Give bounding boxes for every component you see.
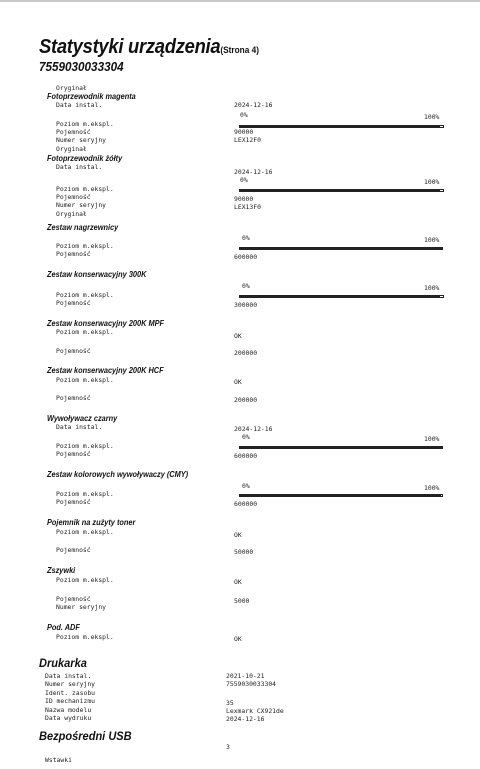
serial-label: Numer seryjny bbox=[56, 136, 107, 144]
level-bar bbox=[239, 494, 443, 497]
level-100-label: 100% bbox=[424, 484, 440, 492]
level-label: Poziom m.ekspl. bbox=[56, 528, 114, 536]
capacity-value: 600000 bbox=[234, 500, 258, 508]
printer-row-value: 35 bbox=[226, 699, 234, 707]
section-title-adf: Pod. ADF bbox=[47, 623, 80, 632]
capacity-value: 90000 bbox=[234, 195, 254, 203]
level-100-label: 100% bbox=[424, 284, 440, 292]
level-bar bbox=[239, 247, 443, 250]
capacity-value: 200000 bbox=[234, 396, 258, 404]
capacity-value: 300000 bbox=[234, 301, 258, 309]
level-100-label: 100% bbox=[424, 113, 440, 121]
level-value: OK bbox=[234, 378, 242, 386]
capacity-label: Pojemność bbox=[56, 498, 91, 506]
level-100-label: 100% bbox=[424, 435, 440, 443]
original-label: Oryginał bbox=[56, 145, 87, 153]
section-title-maint200mpf: Zestaw konserwacyjny 200K MPF bbox=[47, 319, 164, 328]
level-bar bbox=[239, 125, 444, 128]
install-date-value: 2024-12-16 bbox=[234, 101, 273, 109]
level-label: Poziom m.ekspl. bbox=[56, 185, 114, 193]
section-title-color-developer: Zestaw kolorowych wywoływaczy (CMY) bbox=[47, 470, 189, 479]
install-date-label: Data instal. bbox=[56, 163, 103, 171]
level-bar-end bbox=[439, 189, 444, 192]
level-0-label: 0% bbox=[242, 282, 250, 290]
capacity-label: Pojemność bbox=[56, 595, 91, 603]
printer-row-value: 7559030033304 bbox=[226, 680, 277, 688]
capacity-label: Pojemność bbox=[56, 299, 91, 307]
level-label: Poziom m.ekspl. bbox=[56, 242, 114, 250]
level-bar-end bbox=[439, 295, 444, 298]
section-title-magenta: Fotoprzewodnik magenta bbox=[47, 92, 136, 101]
capacity-value: 90000 bbox=[234, 128, 254, 136]
level-label: Poziom m.ekspl. bbox=[56, 490, 114, 498]
capacity-value: 600000 bbox=[234, 452, 258, 460]
level-0-label: 0% bbox=[242, 482, 250, 490]
printer-row-label: Ident. zasobu bbox=[45, 689, 96, 697]
install-date-label: Data instal. bbox=[56, 101, 103, 109]
level-100-label: 100% bbox=[424, 178, 440, 186]
capacity-label: Pojemność bbox=[56, 546, 91, 554]
level-label: Poziom m.ekspl. bbox=[56, 291, 114, 299]
original-label: Oryginał bbox=[56, 84, 87, 92]
level-label: Poziom m.ekspl. bbox=[56, 120, 114, 128]
page-number-label: (Strona 4) bbox=[220, 45, 259, 55]
capacity-label: Pojemność bbox=[56, 193, 91, 201]
printer-row-value: Lexmark CX921de bbox=[226, 707, 284, 715]
capacity-label: Pojemność bbox=[56, 128, 91, 136]
level-0-label: 0% bbox=[242, 433, 250, 441]
serial-value: LEX12F0 bbox=[234, 136, 261, 144]
level-0-label: 0% bbox=[240, 176, 248, 184]
level-value: OK bbox=[234, 531, 242, 539]
capacity-value: 600000 bbox=[234, 253, 258, 261]
capacity-value: 50000 bbox=[234, 548, 254, 556]
level-label: Poziom m.ekspl. bbox=[56, 633, 114, 641]
page-title-text: Statystyki urządzenia bbox=[39, 36, 221, 58]
install-date-value: 2024-12-16 bbox=[234, 425, 273, 433]
level-bar-end bbox=[439, 125, 444, 128]
level-bar bbox=[239, 295, 444, 298]
original-label: Oryginał bbox=[56, 210, 87, 218]
section-title-fuser: Zestaw nagrzewnicy bbox=[47, 223, 119, 232]
usb-row-value: 3 bbox=[226, 743, 230, 751]
level-label: Poziom m.ekspl. bbox=[56, 328, 114, 336]
level-bar bbox=[239, 446, 443, 449]
capacity-value: 5000 bbox=[234, 597, 250, 605]
printer-row-label: Data wydruku bbox=[45, 714, 92, 722]
capacity-value: 200000 bbox=[234, 349, 258, 357]
usb-row-label: Wstawki bbox=[45, 756, 72, 764]
top-border bbox=[0, 0, 480, 2]
level-bar-end bbox=[440, 494, 443, 497]
printer-row-label: Numer seryjny bbox=[45, 680, 96, 688]
capacity-label: Pojemność bbox=[56, 250, 91, 258]
level-0-label: 0% bbox=[242, 234, 250, 242]
level-value: OK bbox=[234, 332, 242, 340]
section-title-staples: Zszywki bbox=[47, 566, 76, 575]
device-serial: 7559030033304 bbox=[39, 59, 124, 74]
level-label: Poziom m.ekspl. bbox=[56, 376, 114, 384]
serial-value: LEX13F0 bbox=[234, 203, 261, 211]
level-value: OK bbox=[234, 635, 242, 643]
install-date-label: Data instal. bbox=[56, 423, 103, 431]
section-title-maint200hcf: Zestaw konserwacyjny 200K HCF bbox=[47, 366, 164, 375]
section-title-waste-toner: Pojemnik na zużyty toner bbox=[47, 518, 136, 527]
section-title-yellow: Fotoprzewodnik żółty bbox=[47, 154, 123, 163]
section-title-printer: Drukarka bbox=[39, 656, 87, 670]
printer-row-label: ID mechanizmu bbox=[45, 697, 96, 705]
level-label: Poziom m.ekspl. bbox=[56, 576, 114, 584]
level-value: OK bbox=[234, 578, 242, 586]
capacity-label: Pojemność bbox=[56, 347, 91, 355]
serial-label: Numer seryjny bbox=[56, 603, 107, 611]
section-title-maint300: Zestaw konserwacyjny 300K bbox=[47, 270, 147, 279]
level-label: Poziom m.ekspl. bbox=[56, 442, 114, 450]
install-date-value: 2024-12-16 bbox=[234, 168, 273, 176]
capacity-label: Pojemność bbox=[56, 450, 91, 458]
printer-row-label: Data instal. bbox=[45, 672, 92, 680]
printer-row-label: Nazwa modelu bbox=[45, 706, 92, 714]
level-100-label: 100% bbox=[424, 236, 440, 244]
section-title-usb: Bezpośredni USB bbox=[39, 729, 132, 743]
serial-label: Numer seryjny bbox=[56, 201, 107, 209]
section-title-black-developer: Wywoływacz czarny bbox=[47, 414, 118, 423]
page-title bbox=[39, 36, 259, 59]
level-0-label: 0% bbox=[240, 111, 248, 119]
printer-row-value: 2024-12-16 bbox=[226, 715, 265, 723]
level-bar bbox=[239, 189, 444, 192]
printer-row-value: 2021-10-21 bbox=[226, 672, 265, 680]
capacity-label: Pojemność bbox=[56, 394, 91, 402]
